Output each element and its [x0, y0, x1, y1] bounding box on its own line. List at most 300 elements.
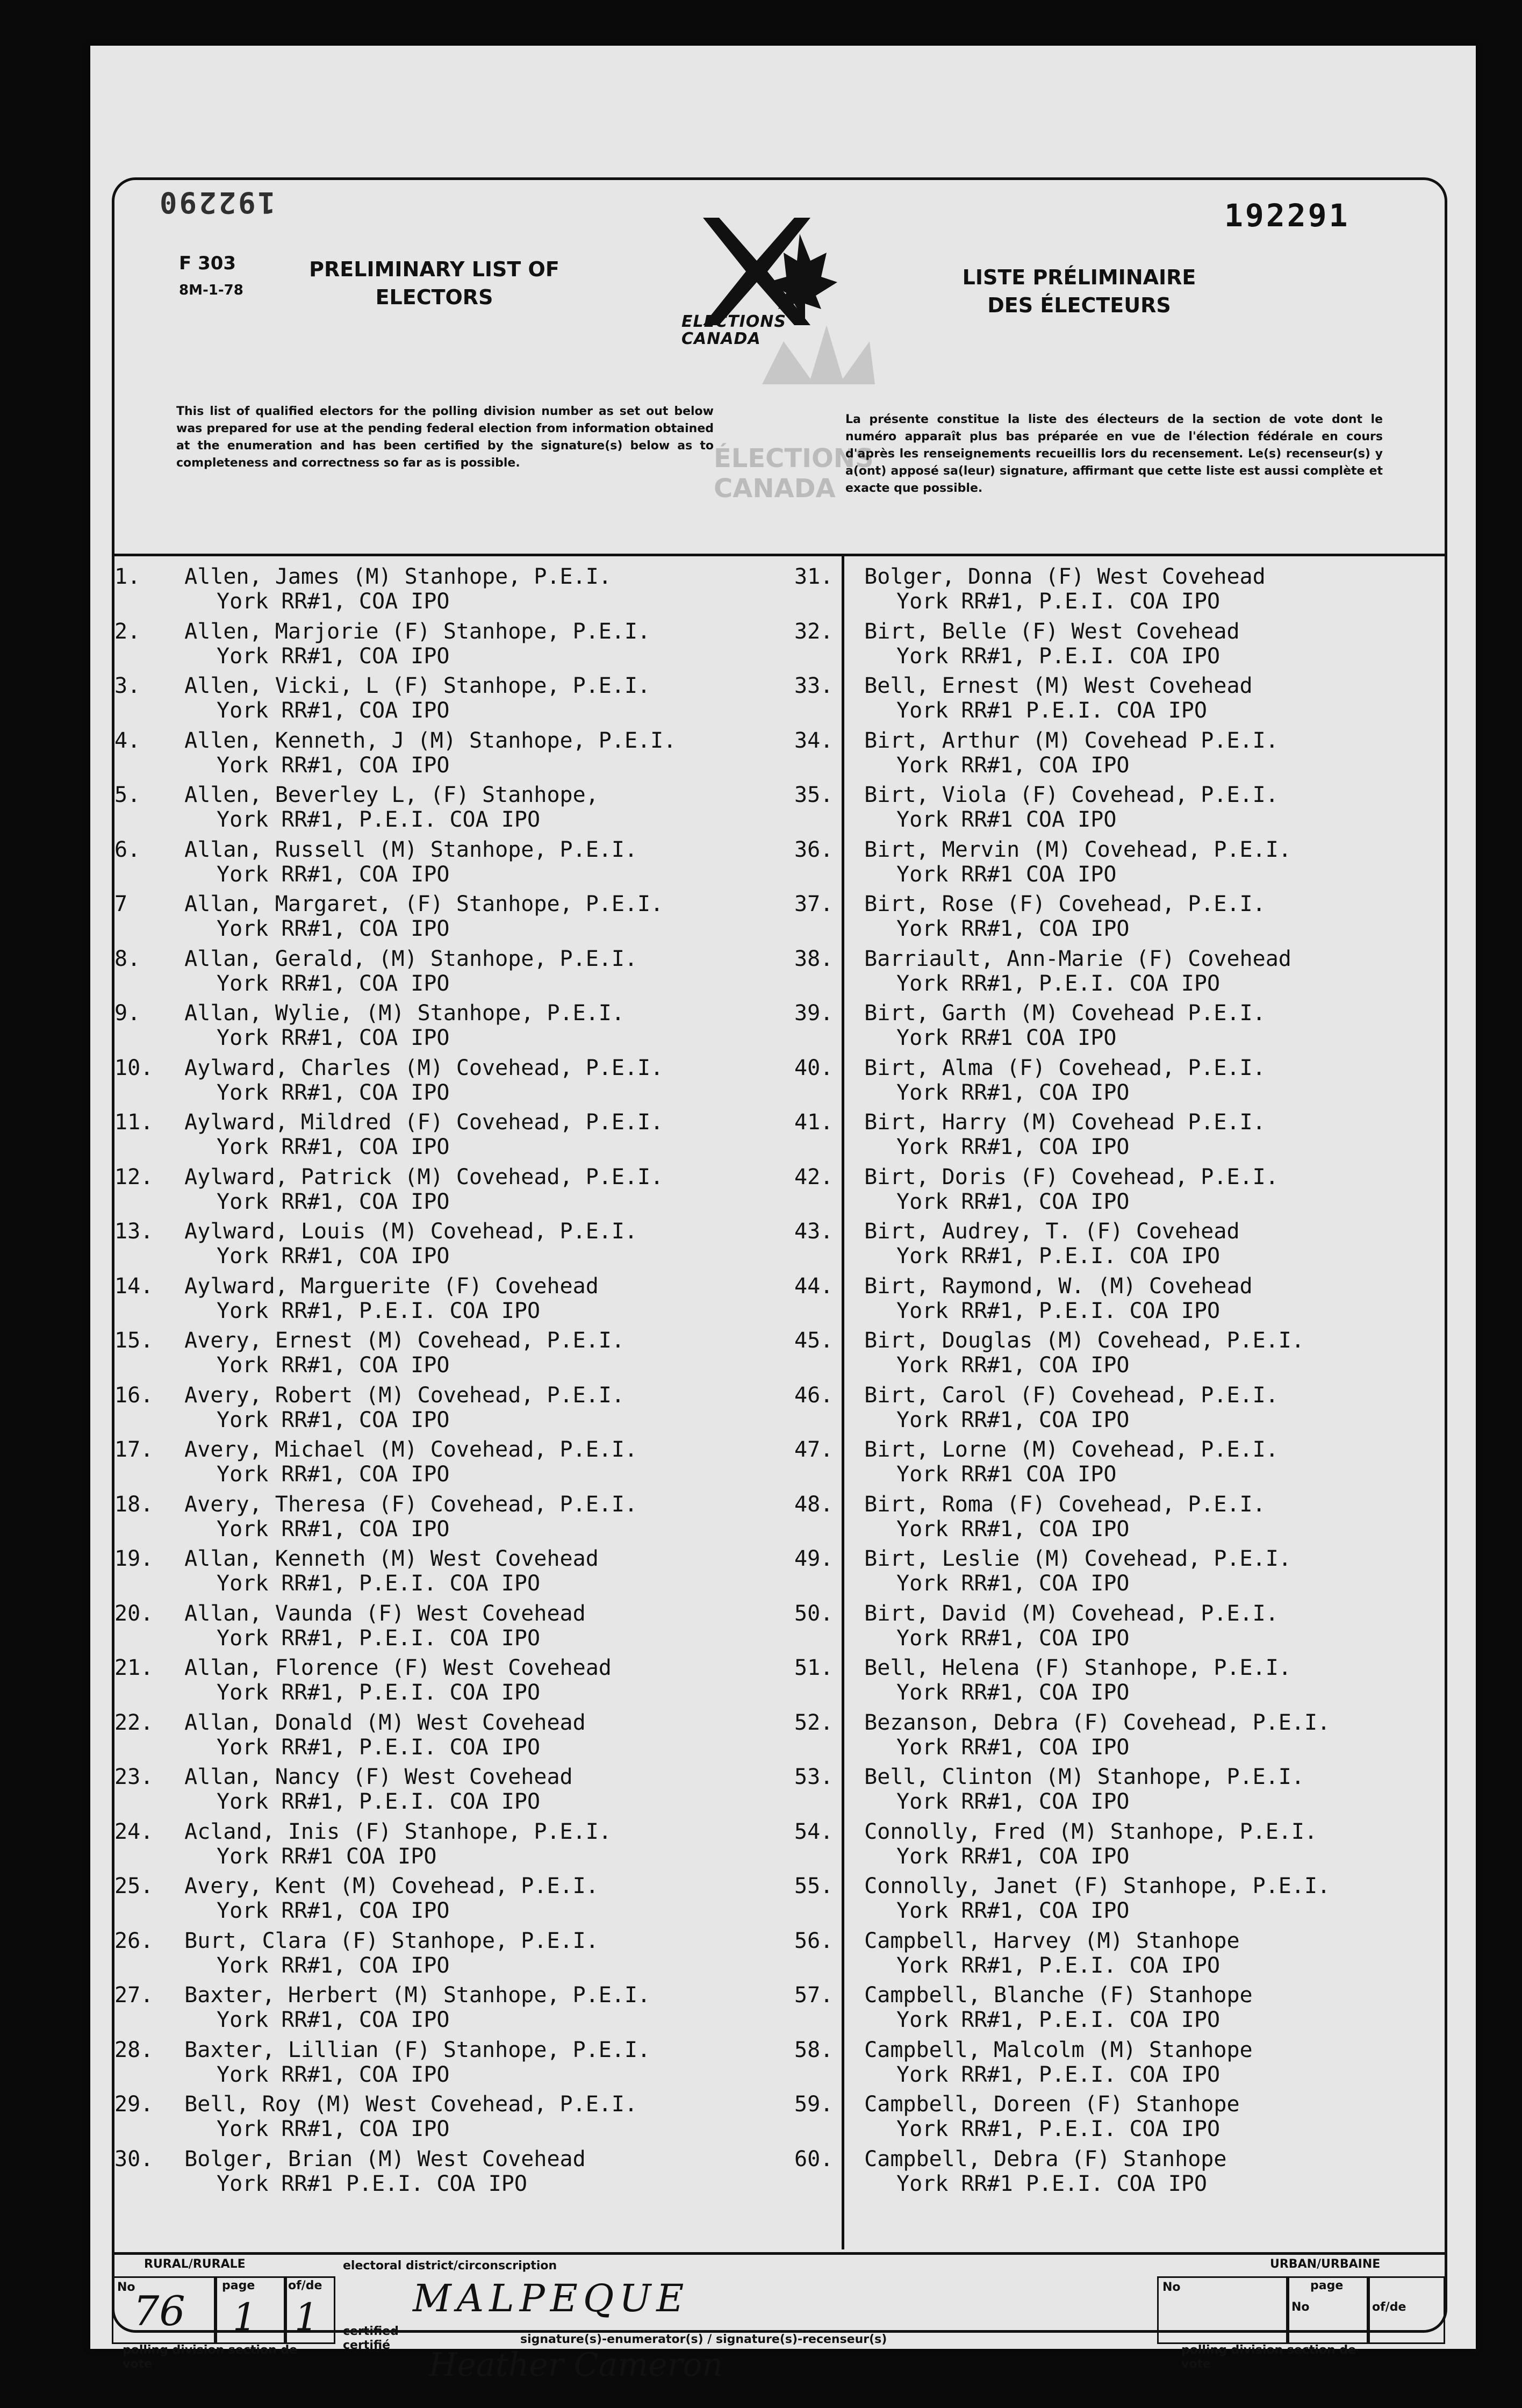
elector-address: York RR#1 COA IPO: [896, 1462, 1117, 1487]
elector-address: York RR#1, COA IPO: [217, 2008, 450, 2032]
elector-number: 50.: [794, 1601, 834, 1626]
elector-entry: [794, 1710, 1330, 1764]
elector-address: York RR#1, COA IPO: [217, 643, 450, 669]
elector-number: 45.: [794, 1328, 834, 1353]
district-label: electoral district/circonscription: [343, 2259, 557, 2273]
elector-entry: [794, 728, 1279, 782]
elector-address: York RR#1, P.E.I. COA IPO: [217, 1735, 541, 1760]
elector-line-1: [114, 1328, 624, 1353]
enumerator-signature: Heather Cameron: [429, 2346, 723, 2384]
elector-entry: [794, 1110, 1266, 1164]
elector-number: 48.: [794, 1492, 834, 1517]
elector-address: York RR#1, COA IPO: [217, 1898, 450, 1923]
elector-address: York RR#1, COA IPO: [217, 1135, 450, 1159]
elector-address: York RR#1, COA IPO: [896, 916, 1130, 941]
elector-entry: [114, 619, 650, 673]
elector-number: 55.: [794, 1874, 834, 1898]
elector-entry: [114, 673, 650, 727]
poll-number: 76: [133, 2287, 185, 2335]
elector-entry: [114, 728, 676, 782]
elector-entry: [794, 1929, 1240, 1982]
elector-line-1: [794, 947, 1291, 971]
elector-address: York RR#1, COA IPO: [896, 1625, 1130, 1651]
page-label: page: [222, 2279, 255, 2292]
elector-line-1: [114, 1874, 599, 1898]
elector-name: Birt, Roma (F) Covehead, P.E.I.: [864, 1492, 1266, 1517]
elector-number: 17.: [114, 1437, 154, 1462]
elector-number: 18.: [114, 1492, 154, 1517]
elector-line-1: [794, 2038, 1253, 2062]
elector-address: York RR#1 P.E.I. COA IPO: [896, 698, 1207, 723]
elector-name: Campbell, Harvey (M) Stanhope: [864, 1928, 1240, 1953]
elector-number: 59.: [794, 2092, 834, 2117]
elector-name: Birt, Raymond, W. (M) Covehead: [864, 1273, 1253, 1299]
elector-number: 19.: [114, 1546, 154, 1571]
elector-number: 7: [114, 892, 128, 916]
elector-entry: [794, 564, 1266, 618]
urban-page-label: page: [1310, 2279, 1344, 2292]
elector-name: Campbell, Debra (F) Stanhope: [864, 2146, 1227, 2172]
elector-address: York RR#1, COA IPO: [896, 1080, 1130, 1105]
elector-address: York RR#1, COA IPO: [217, 1189, 450, 1214]
elector-name: Allan, Gerald, (M) Stanhope, P.E.I.: [184, 946, 638, 971]
elector-name: Connolly, Janet (F) Stanhope, P.E.I.: [864, 1874, 1331, 1898]
elector-name: Birt, Carol (F) Covehead, P.E.I.: [864, 1382, 1279, 1408]
elector-number: 43.: [794, 1219, 834, 1244]
elector-name: Allen, Marjorie (F) Stanhope, P.E.I.: [184, 619, 651, 644]
elector-number: 21.: [114, 1656, 154, 1680]
elector-number: 6.: [114, 837, 141, 862]
elector-line-1: [794, 1656, 1291, 1680]
elector-name: Birt, Lorne (M) Covehead, P.E.I.: [864, 1437, 1279, 1462]
elector-line-1: [794, 1165, 1279, 1189]
elector-name: Connolly, Fred (M) Stanhope, P.E.I.: [864, 1819, 1318, 1844]
elector-address: York RR#1 COA IPO: [896, 862, 1117, 887]
elector-number: 16.: [114, 1382, 154, 1408]
elector-line-1: [114, 1601, 586, 1626]
elector-address: York RR#1, COA IPO: [896, 1789, 1130, 1814]
elector-name: Aylward, Patrick (M) Covehead, P.E.I.: [184, 1164, 664, 1189]
elector-entry: [114, 1765, 573, 1818]
elector-number: 27.: [114, 1983, 154, 2008]
elector-entry: [114, 1274, 599, 1328]
elector-entry: [114, 1110, 663, 1164]
elector-address: York RR#1, COA IPO: [896, 1571, 1130, 1596]
elector-entry: [114, 1983, 650, 2037]
elector-number: 34.: [794, 728, 834, 753]
elector-name: Birt, Viola (F) Covehead, P.E.I.: [864, 783, 1279, 807]
elector-address: York RR#1, COA IPO: [217, 2062, 450, 2087]
elector-entry: [794, 1001, 1266, 1055]
elector-number: 44.: [794, 1273, 834, 1299]
elector-entry: [114, 1001, 624, 1055]
elector-line-1: [794, 783, 1279, 807]
elector-number: 37.: [794, 892, 834, 916]
elector-name: Allen, Beverley L, (F) Stanhope,: [184, 783, 599, 807]
elector-name: Campbell, Malcolm (M) Stanhope: [864, 2037, 1253, 2062]
elector-number: 38.: [794, 946, 834, 971]
elector-address: York RR#1, COA IPO: [217, 1353, 450, 1378]
elector-entry: [114, 783, 599, 836]
elector-entry: [794, 1328, 1304, 1382]
elector-name: Allen, Vicki, L (F) Stanhope, P.E.I.: [184, 673, 651, 698]
elector-entry: [114, 1219, 637, 1273]
elector-line-1: [114, 2147, 586, 2172]
elector-line-1: [794, 1710, 1330, 1735]
elector-name: Allan, Vaunda (F) West Covehead: [184, 1601, 586, 1626]
elector-address: York RR#1, COA IPO: [217, 862, 450, 887]
elector-entry: [794, 783, 1279, 836]
maple-leaf-x-icon: [649, 202, 918, 395]
elector-address: York RR#1, COA IPO: [217, 1516, 450, 1542]
elector-address: York RR#1, P.E.I. COA IPO: [217, 807, 541, 832]
elector-entry: [114, 1819, 612, 1873]
elector-name: Allan, Nancy (F) West Covehead: [184, 1765, 573, 1789]
elector-entry: [794, 2038, 1253, 2091]
elector-number: 13.: [114, 1219, 154, 1244]
elector-address: York RR#1, COA IPO: [896, 1844, 1130, 1869]
elector-name: Bell, Ernest (M) West Covehead: [864, 673, 1253, 698]
elector-name: Avery, Ernest (M) Covehead, P.E.I.: [184, 1328, 624, 1353]
elector-line-1: [794, 673, 1253, 698]
elector-entry: [114, 1383, 624, 1437]
elector-number: 54.: [794, 1819, 834, 1844]
elector-line-1: [114, 2038, 650, 2062]
elector-entry: [114, 1492, 637, 1546]
elector-number: 42.: [794, 1164, 834, 1189]
district-name: MALPEQUE: [413, 2276, 690, 2320]
elector-line-1: [794, 1274, 1253, 1299]
elections-canada-logo: [649, 202, 918, 395]
elector-number: 32.: [794, 619, 834, 644]
logo-wordmark: ELECTIONS CANADA: [681, 312, 786, 348]
elector-number: 3.: [114, 673, 141, 698]
footer-top-rule: [112, 2252, 1445, 2255]
elector-address: York RR#1, P.E.I. COA IPO: [217, 1789, 541, 1814]
elector-name: Birt, Doris (F) Covehead, P.E.I.: [864, 1164, 1279, 1189]
elector-number: 58.: [794, 2037, 834, 2062]
elector-entry: [794, 1219, 1240, 1273]
elector-line-1: [114, 564, 612, 589]
elector-line-1: [794, 1601, 1279, 1626]
elector-entry: [794, 1056, 1266, 1109]
elector-line-1: [114, 1165, 663, 1189]
elector-entry: [114, 1437, 637, 1491]
urban-page-no-label: No: [1291, 2300, 1310, 2314]
urban-label: URBAN/URBAINE: [1270, 2258, 1381, 2271]
elector-entry: [794, 2092, 1240, 2146]
elector-entry: [794, 947, 1291, 1000]
elector-line-1: [794, 1001, 1266, 1026]
urban-of-label: of/de: [1372, 2300, 1406, 2314]
elector-entry: [794, 837, 1291, 891]
elector-address: York RR#1 COA IPO: [896, 807, 1117, 832]
elector-name: Bell, Helena (F) Stanhope, P.E.I.: [864, 1656, 1291, 1680]
elector-entry: [114, 1874, 599, 1927]
elector-line-1: [794, 1983, 1253, 2008]
elector-address: York RR#1 P.E.I. COA IPO: [217, 2171, 527, 2196]
elector-number: 53.: [794, 1765, 834, 1789]
elector-line-1: [794, 1765, 1304, 1789]
elector-number: 10.: [114, 1055, 154, 1080]
elector-address: York RR#1, COA IPO: [217, 1026, 450, 1050]
elector-name: Allan, Wylie, (M) Stanhope, P.E.I.: [184, 1001, 624, 1026]
elector-line-1: [794, 1383, 1279, 1408]
elector-number: 51.: [794, 1656, 834, 1680]
elector-entry: [114, 1601, 586, 1655]
elector-address: York RR#1, COA IPO: [896, 1135, 1130, 1159]
elector-name: Bell, Roy (M) West Covehead, P.E.I.: [184, 2092, 638, 2117]
elector-line-1: [114, 1383, 624, 1408]
elector-address: York RR#1, P.E.I. COA IPO: [896, 1298, 1221, 1323]
elector-address: York RR#1, P.E.I. COA IPO: [896, 589, 1221, 614]
elector-entry: [794, 1874, 1330, 1927]
elector-line-1: [794, 1328, 1304, 1353]
elector-line-1: [794, 1819, 1317, 1844]
elector-entry: [114, 1929, 599, 1982]
elector-number: 33.: [794, 673, 834, 698]
urban-number-label: No: [1162, 2281, 1181, 2294]
elector-address: York RR#1, COA IPO: [217, 1953, 450, 1978]
polling-division-label: polling division section de vote: [123, 2344, 298, 2371]
title-french: LISTE PRÉLIMINAIRE DES ÉLECTEURS: [962, 266, 1196, 317]
elector-entry: [114, 1056, 663, 1109]
elector-name: Allen, Kenneth, J (M) Stanhope, P.E.I.: [184, 728, 677, 753]
elector-line-1: [794, 892, 1266, 916]
elector-line-1: [114, 1056, 663, 1080]
elector-entry: [794, 673, 1253, 727]
elector-number: 4.: [114, 728, 141, 753]
certified-label: certified certifié: [343, 2325, 399, 2352]
elector-number: 11.: [114, 1110, 154, 1135]
elector-name: Aylward, Charles (M) Covehead, P.E.I.: [184, 1055, 664, 1080]
elector-entry: [114, 1165, 663, 1219]
elector-address: York RR#1, COA IPO: [896, 1516, 1130, 1542]
elector-name: Baxter, Lillian (F) Stanhope, P.E.I.: [184, 2037, 651, 2062]
elector-entry: [114, 1656, 612, 1709]
district-underline: [338, 2330, 1144, 2332]
elector-line-1: [114, 1219, 637, 1244]
elector-number: 15.: [114, 1328, 154, 1353]
elector-entry: [794, 1601, 1279, 1655]
elector-line-1: [114, 1765, 573, 1789]
elector-number: 49.: [794, 1546, 834, 1571]
elector-number: 20.: [114, 1601, 154, 1626]
signature-label: signature(s)-enumerator(s) / signature(s)-recenseur(s): [520, 2333, 887, 2346]
elector-entry: [114, 837, 637, 891]
elector-name: Birt, Belle (F) West Covehead: [864, 619, 1240, 644]
elector-name: Aylward, Mildred (F) Covehead, P.E.I.: [184, 1110, 664, 1135]
elector-address: York RR#1, P.E.I. COA IPO: [217, 1571, 541, 1596]
notice-french: La présente constitue la liste des électeurs de la section de vote dont le numéro apparaît plus bas préparée en vue de l'élection fédérale en cours d'après les renseignements recueillis lors du recensement. Le(s) recenseur(s) y a(ont) apposé sa(leur) signature, affirmant que cette liste est aussi complète et exacte que possible.: [845, 413, 1383, 495]
elector-line-1: [114, 837, 637, 862]
elector-name: Birt, Harry (M) Covehead P.E.I.: [864, 1110, 1266, 1135]
elector-number: 57.: [794, 1983, 834, 2008]
elector-number: 40.: [794, 1055, 834, 1080]
elector-number: 25.: [114, 1874, 154, 1898]
elector-line-1: [114, 947, 637, 971]
elector-entry: [794, 1165, 1279, 1219]
elector-address: York RR#1, COA IPO: [896, 1407, 1130, 1432]
elector-line-1: [114, 1492, 637, 1517]
elector-entry: [114, 1328, 624, 1382]
elector-line-1: [794, 728, 1279, 753]
elector-entry: [794, 1546, 1291, 1600]
elector-name: Aylward, Louis (M) Covehead, P.E.I.: [184, 1219, 638, 1244]
elector-number: 39.: [794, 1001, 834, 1026]
elector-address: York RR#1, COA IPO: [217, 2117, 450, 2141]
elector-number: 36.: [794, 837, 834, 862]
elector-address: York RR#1, P.E.I. COA IPO: [896, 971, 1221, 996]
elector-line-1: [794, 1929, 1240, 1953]
elector-number: 46.: [794, 1382, 834, 1408]
elector-address: York RR#1, COA IPO: [217, 1244, 450, 1268]
elector-line-1: [114, 1656, 612, 1680]
elector-line-1: [114, 783, 599, 807]
elector-entry: [794, 1383, 1279, 1437]
elector-number: 47.: [794, 1437, 834, 1462]
elector-name: Campbell, Blanche (F) Stanhope: [864, 1983, 1253, 2008]
elector-address: York RR#1, COA IPO: [217, 589, 450, 614]
elector-entry: [794, 1437, 1279, 1491]
elector-number: 22.: [114, 1710, 154, 1735]
elector-line-1: [114, 1983, 650, 2008]
elector-number: 52.: [794, 1710, 834, 1735]
elector-entry: [794, 619, 1240, 673]
elector-line-1: [114, 673, 650, 698]
elector-line-1: [114, 728, 676, 753]
elector-name: Bolger, Donna (F) West Covehead: [864, 564, 1266, 589]
elector-line-1: [794, 1874, 1330, 1898]
elector-number: 2.: [114, 619, 141, 644]
elector-entry: [794, 1819, 1317, 1873]
elector-address: York RR#1, COA IPO: [217, 916, 450, 941]
elector-line-1: [794, 2147, 1226, 2172]
elector-line-1: [114, 1001, 624, 1026]
elector-name: Aylward, Marguerite (F) Covehead: [184, 1273, 599, 1299]
elector-name: Allan, Florence (F) West Covehead: [184, 1656, 612, 1680]
elector-address: York RR#1, COA IPO: [896, 1353, 1130, 1378]
elector-name: Birt, Douglas (M) Covehead, P.E.I.: [864, 1328, 1304, 1353]
elector-entry: [794, 1492, 1266, 1546]
page-number: 1: [233, 2295, 257, 2339]
elector-number: 41.: [794, 1110, 834, 1135]
logo-ghost-wordmark: ÉLECTIONS CANADA: [714, 443, 874, 504]
elector-address: York RR#1, P.E.I. COA IPO: [896, 643, 1221, 669]
elector-line-1: [114, 892, 663, 916]
elector-entry: [794, 1274, 1253, 1328]
elector-line-1: [794, 1110, 1266, 1135]
title-english: PRELIMINARY LIST OF ELECTORS: [309, 257, 559, 309]
elector-entry: [794, 2147, 1226, 2201]
elector-name: Campbell, Doreen (F) Stanhope: [864, 2092, 1240, 2117]
list-top-rule: [112, 554, 1445, 556]
elector-entry: [794, 892, 1266, 945]
elector-line-1: [114, 2092, 637, 2117]
elector-address: York RR#1, P.E.I. COA IPO: [896, 2008, 1221, 2032]
elector-name: Birt, Audrey, T. (F) Covehead: [864, 1219, 1240, 1244]
elector-name: Allen, James (M) Stanhope, P.E.I.: [184, 564, 612, 589]
elector-address: York RR#1, COA IPO: [896, 1680, 1130, 1705]
elector-entry: [114, 2038, 650, 2091]
elector-name: Birt, Rose (F) Covehead, P.E.I.: [864, 892, 1266, 916]
elector-name: Allan, Kenneth (M) West Covehead: [184, 1546, 599, 1571]
elector-entry: [794, 1656, 1291, 1709]
elector-name: Birt, Garth (M) Covehead P.E.I.: [864, 1001, 1266, 1026]
notice-english: This list of qualified electors for the polling division number as set out below was prepared for use at the pending federal election from information obtained at the enumeration and has been certified by the signature(s) below as to completeness and correctness so far as is possible.: [176, 405, 714, 470]
elector-address: York RR#1, COA IPO: [896, 1898, 1130, 1923]
elector-entry: [114, 564, 612, 618]
elector-number: 24.: [114, 1819, 154, 1844]
of-label: of/de: [288, 2279, 322, 2292]
elector-name: Birt, Mervin (M) Covehead, P.E.I.: [864, 837, 1291, 862]
elector-address: York RR#1, P.E.I. COA IPO: [217, 1298, 541, 1323]
elector-line-1: [794, 1056, 1266, 1080]
elector-line-1: [794, 837, 1291, 862]
elector-entry: [114, 2092, 637, 2146]
elector-line-1: [114, 1710, 586, 1735]
elector-name: Avery, Kent (M) Covehead, P.E.I.: [184, 1874, 599, 1898]
elector-number: 30.: [114, 2146, 154, 2172]
elector-line-1: [794, 1437, 1279, 1462]
elector-address: York RR#1, P.E.I. COA IPO: [896, 1953, 1221, 1978]
elector-entry: [114, 1546, 599, 1600]
elector-address: York RR#1 P.E.I. COA IPO: [896, 2171, 1207, 2196]
elector-number: 5.: [114, 783, 141, 807]
elector-line-1: [794, 1219, 1240, 1244]
elector-address: York RR#1, COA IPO: [896, 752, 1130, 778]
elector-number: 14.: [114, 1273, 154, 1299]
elector-address: York RR#1, COA IPO: [896, 1735, 1130, 1760]
elector-entry: [794, 1765, 1304, 1818]
elector-address: York RR#1, COA IPO: [217, 971, 450, 996]
elector-name: Allan, Donald (M) West Covehead: [184, 1710, 586, 1735]
elector-number: 12.: [114, 1164, 154, 1189]
elector-name: Barriault, Ann-Marie (F) Covehead: [864, 946, 1291, 971]
elector-address: York RR#1 COA IPO: [896, 1026, 1117, 1050]
elector-number: 8.: [114, 946, 141, 971]
elector-address: York RR#1, P.E.I. COA IPO: [217, 1680, 541, 1705]
elector-line-1: [794, 564, 1266, 589]
elector-entry: [114, 1710, 586, 1764]
elector-name: Bolger, Brian (M) West Covehead: [184, 2146, 586, 2172]
elector-name: Allan, Margaret, (F) Stanhope, P.E.I.: [184, 892, 664, 916]
elector-number: 35.: [794, 783, 834, 807]
elector-number: 28.: [114, 2037, 154, 2062]
elector-address: York RR#1, P.E.I. COA IPO: [217, 1625, 541, 1651]
elector-address: York RR#1 COA IPO: [217, 1844, 437, 1869]
elector-address: York RR#1, COA IPO: [217, 752, 450, 778]
elector-line-1: [794, 2092, 1240, 2117]
elector-line-1: [114, 1819, 612, 1844]
elector-line-1: [114, 1546, 599, 1571]
elector-number: 60.: [794, 2146, 834, 2172]
elector-name: Baxter, Herbert (M) Stanhope, P.E.I.: [184, 1983, 651, 2008]
elector-name: Bell, Clinton (M) Stanhope, P.E.I.: [864, 1765, 1304, 1789]
elector-name: Birt, Alma (F) Covehead, P.E.I.: [864, 1055, 1266, 1080]
elector-name: Avery, Theresa (F) Covehead, P.E.I.: [184, 1492, 638, 1517]
elector-name: Burt, Clara (F) Stanhope, P.E.I.: [184, 1928, 599, 1953]
elector-name: Acland, Inis (F) Stanhope, P.E.I.: [184, 1819, 612, 1844]
elector-name: Birt, Arthur (M) Covehead P.E.I.: [864, 728, 1279, 753]
elector-line-1: [114, 1274, 599, 1299]
form-number: F 303: [179, 253, 236, 274]
elector-number: 31.: [794, 564, 834, 589]
elector-address: York RR#1, COA IPO: [217, 1462, 450, 1487]
elector-number: 23.: [114, 1765, 154, 1789]
elector-name: Avery, Michael (M) Covehead, P.E.I.: [184, 1437, 638, 1462]
elector-name: Birt, David (M) Covehead, P.E.I.: [864, 1601, 1279, 1626]
